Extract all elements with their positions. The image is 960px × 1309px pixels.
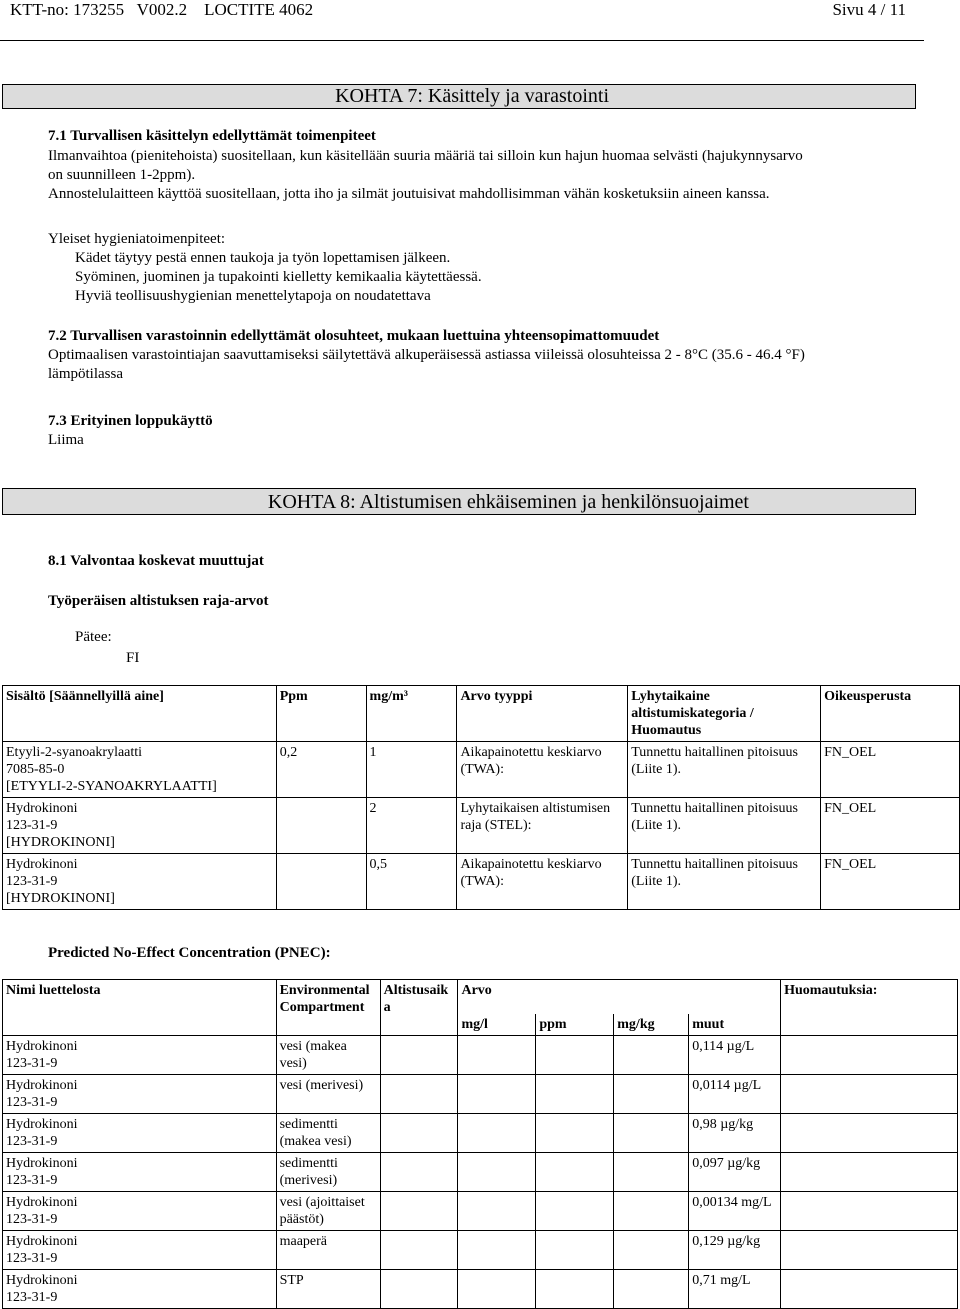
other-cell: 0,00134 mg/L: [689, 1192, 781, 1231]
mgl-cell: [458, 1153, 536, 1192]
table-row: [3, 1192, 958, 1231]
substance-name: Hydrokinoni: [6, 1273, 78, 1288]
remarks-cell: [781, 1114, 958, 1153]
name-cell: [3, 1192, 277, 1231]
text-line: lämpötilassa: [48, 366, 123, 382]
applies-label: Pätee:: [75, 629, 112, 645]
name-cell: [3, 1114, 277, 1153]
exposure-cell: [380, 1114, 458, 1153]
name-cell: [3, 1270, 277, 1309]
exposure-cell: [380, 1231, 458, 1270]
ppm-cell: [536, 1114, 614, 1153]
substance-name: Hydrokinoni: [6, 801, 78, 816]
column-header: Nimi luettelosta: [3, 980, 277, 1036]
cas-number: 123-31-9: [6, 1212, 58, 1227]
mgm3-cell: 2: [366, 798, 457, 854]
ppm-cell: [276, 798, 366, 854]
document-header: [10, 0, 313, 20]
text-line: Optimaalisen varastointiajan saavuttamiseksi säilytettävä alkuperäisessä astiassa viileissä olosuhteissa 2 - 8°C (35.6 - 46.4 °F): [48, 347, 805, 363]
substance-name: Hydrokinoni: [6, 1078, 78, 1093]
column-header: Lyhytaikaine altistumiskategoria / Huomautus: [628, 686, 821, 742]
substance-name: Hydrokinoni: [6, 1039, 78, 1054]
name-cell: [3, 1153, 277, 1192]
other-cell: 0,097 µg/kg: [689, 1153, 781, 1192]
substance-name: Hydrokinoni: [6, 1195, 78, 1210]
mgl-cell: [458, 1192, 536, 1231]
table-row: [3, 1036, 958, 1075]
table-row: [3, 1153, 958, 1192]
type-cell: Aikapainotettu keskiarvo (TWA):: [457, 742, 628, 798]
remarks-cell: [781, 1270, 958, 1309]
cas-number: 123-31-9: [6, 1173, 58, 1188]
substance-name: Hydrokinoni: [6, 857, 78, 872]
mgkg-cell: [614, 1192, 689, 1231]
hygiene-item: Kädet täytyy pestä ennen taukoja ja työn lopettamisen jälkeen.: [75, 250, 451, 266]
note-cell: Tunnettu haitallinen pitoisuus (Liite 1).: [628, 798, 821, 854]
mgkg-cell: [614, 1270, 689, 1309]
cas-number: 123-31-9: [6, 1134, 58, 1149]
remarks-cell: [781, 1036, 958, 1075]
text-line: Ilmanvaihtoa (pienitehoista) suositellaan, kun käsitellään suuria määriä tai silloin kun hajun huomaa selvästi (hajukynnysarvo: [48, 148, 803, 164]
other-cell: 0,71 mg/L: [689, 1270, 781, 1309]
exposure-cell: [380, 1075, 458, 1114]
column-header: Sisältö [Säännellyillä aine]: [3, 686, 277, 742]
compartment-cell: vesi (ajoittaiset päästöt): [276, 1192, 380, 1231]
column-subheader: ppm: [536, 1014, 614, 1036]
exposure-cell: [380, 1036, 458, 1075]
other-cell: 0,129 µg/kg: [689, 1231, 781, 1270]
table-row: [3, 1114, 958, 1153]
pnec-heading: Predicted No-Effect Concentration (PNEC):: [48, 945, 331, 961]
heading-8-1: 8.1 Valvontaa koskevat muuttujat: [48, 553, 264, 569]
mgl-cell: [458, 1270, 536, 1309]
cas-number: 123-31-9: [6, 1290, 58, 1305]
compartment-cell: maaperä: [276, 1231, 380, 1270]
note-cell: Tunnettu haitallinen pitoisuus (Liite 1).: [628, 854, 821, 910]
cas-number: 123-31-9: [6, 1056, 58, 1071]
text-line: on suunnilleen 1-2ppm).: [48, 167, 196, 183]
mgl-cell: [458, 1114, 536, 1153]
exposure-cell: [380, 1270, 458, 1309]
substance-label: [ETYYLI-2-SYANOAKRYLAATTI]: [6, 779, 217, 794]
oel-table: [2, 685, 960, 910]
hygiene-list: [75, 249, 482, 306]
column-header: Environmental Compartment: [276, 980, 380, 1036]
ppm-cell: [536, 1270, 614, 1309]
header-divider: [0, 40, 924, 41]
ppm-cell: [536, 1192, 614, 1231]
ppm-cell: [536, 1036, 614, 1075]
text-7-1: [48, 147, 803, 204]
compartment-cell: sedimentti (merivesi): [276, 1153, 380, 1192]
ppm-cell: [536, 1075, 614, 1114]
product-name: LOCTITE 4062: [204, 0, 314, 19]
column-header: Arvo: [458, 980, 781, 1015]
cas-number: 123-31-9: [6, 1095, 58, 1110]
mgkg-cell: [614, 1036, 689, 1075]
table-row: [3, 1075, 958, 1114]
cas-number: 7085-85-0: [6, 762, 65, 777]
basis-cell: FN_OEL: [821, 798, 960, 854]
table-row: [3, 854, 960, 910]
text-7-2: [48, 346, 805, 384]
cas-number: 123-31-9: [6, 874, 58, 889]
compartment-cell: sedimentti (makea vesi): [276, 1114, 380, 1153]
hygiene-heading: Yleiset hygieniatoimenpiteet:: [48, 231, 226, 247]
compartment-cell: STP: [276, 1270, 380, 1309]
other-cell: 0,0114 µg/L: [689, 1075, 781, 1114]
mgkg-cell: [614, 1153, 689, 1192]
column-header: Oikeusperusta: [821, 686, 960, 742]
substance-name: Hydrokinoni: [6, 1117, 78, 1132]
note-cell: Tunnettu haitallinen pitoisuus (Liite 1).: [628, 742, 821, 798]
substance-cell: [3, 798, 277, 854]
mgkg-cell: [614, 1231, 689, 1270]
heading-7-1: 7.1 Turvallisen käsittelyn edellyttämät toimenpiteet: [48, 128, 376, 144]
table-header-row: [3, 686, 960, 742]
column-header: Ppm: [276, 686, 366, 742]
other-cell: 0,98 µg/kg: [689, 1114, 781, 1153]
mgm3-cell: 0,5: [366, 854, 457, 910]
substance-name: Hydrokinoni: [6, 1234, 78, 1249]
substance-name: Etyyli-2-syanoakrylaatti: [6, 745, 143, 760]
applies-value: FI: [126, 650, 140, 666]
name-cell: [3, 1075, 277, 1114]
type-cell: Lyhytaikaisen altistumisen raja (STEL):: [457, 798, 628, 854]
ppm-cell: [276, 854, 366, 910]
ppm-cell: [536, 1231, 614, 1270]
text-7-3: Liima: [48, 432, 84, 448]
substance-cell: [3, 742, 277, 798]
substance-name: Hydrokinoni: [6, 1156, 78, 1171]
remarks-cell: [781, 1192, 958, 1231]
mgl-cell: [458, 1231, 536, 1270]
pnec-table: [2, 979, 958, 1309]
hygiene-item: Syöminen, juominen ja tupakointi kielletty kemikaalia käytettäessä.: [75, 269, 482, 285]
section-7-title: KOHTA 7: Käsittely ja varastointi: [2, 84, 916, 109]
type-cell: Aikapainotettu keskiarvo (TWA):: [457, 854, 628, 910]
table-row: [3, 742, 960, 798]
heading-7-2: 7.2 Turvallisen varastoinnin edellyttämät olosuhteet, mukaan luettuina yhteensopimattomuudet: [48, 328, 660, 344]
substance-label: [HYDROKINONI]: [6, 835, 115, 850]
name-cell: [3, 1231, 277, 1270]
column-header: mg/m³: [366, 686, 457, 742]
mgl-cell: [458, 1075, 536, 1114]
page-number: Sivu 4 / 11: [832, 0, 906, 19]
mgkg-cell: [614, 1075, 689, 1114]
cas-number: 123-31-9: [6, 1251, 58, 1266]
hygiene-item: Hyviä teollisuushygienian menettelytapoja on noudatettava: [75, 288, 431, 304]
exposure-cell: [380, 1192, 458, 1231]
limits-heading: Työperäisen altistuksen raja-arvot: [48, 593, 269, 609]
table-row: [3, 1270, 958, 1309]
column-subheader: muut: [689, 1014, 781, 1036]
column-header: Huomautuksia:: [781, 980, 958, 1036]
substance-cell: [3, 854, 277, 910]
remarks-cell: [781, 1153, 958, 1192]
name-cell: [3, 1036, 277, 1075]
table-row: [3, 1231, 958, 1270]
ppm-cell: 0,2: [276, 742, 366, 798]
ktt-number: KTT-no: 173255: [10, 0, 125, 19]
remarks-cell: [781, 1231, 958, 1270]
compartment-cell: vesi (makea vesi): [276, 1036, 380, 1075]
heading-7-3: 7.3 Erityinen loppukäyttö: [48, 413, 213, 429]
mgm3-cell: 1: [366, 742, 457, 798]
cas-number: 123-31-9: [6, 818, 58, 833]
mgl-cell: [458, 1036, 536, 1075]
table-row: [3, 798, 960, 854]
exposure-cell: [380, 1153, 458, 1192]
compartment-cell: vesi (merivesi): [276, 1075, 380, 1114]
mgkg-cell: [614, 1114, 689, 1153]
substance-label: [HYDROKINONI]: [6, 891, 115, 906]
column-header: Arvo tyyppi: [457, 686, 628, 742]
column-subheader: mg/l: [458, 1014, 536, 1036]
other-cell: 0,114 µg/L: [689, 1036, 781, 1075]
section-8-title: KOHTA 8: Altistumisen ehkäiseminen ja henkilönsuojaimet: [2, 488, 916, 515]
ppm-cell: [536, 1153, 614, 1192]
column-subheader: mg/kg: [614, 1014, 689, 1036]
column-header: Altistusaik a: [380, 980, 458, 1036]
table-header-row: [3, 980, 958, 1015]
basis-cell: FN_OEL: [821, 854, 960, 910]
remarks-cell: [781, 1075, 958, 1114]
text-line: Annostelulaitteen käyttöä suositellaan, jotta iho ja silmät joutuisivat mahdollisimman vähän kosketuksiin aineen kanssa.: [48, 186, 770, 202]
version: V002.2: [136, 0, 188, 19]
basis-cell: FN_OEL: [821, 742, 960, 798]
